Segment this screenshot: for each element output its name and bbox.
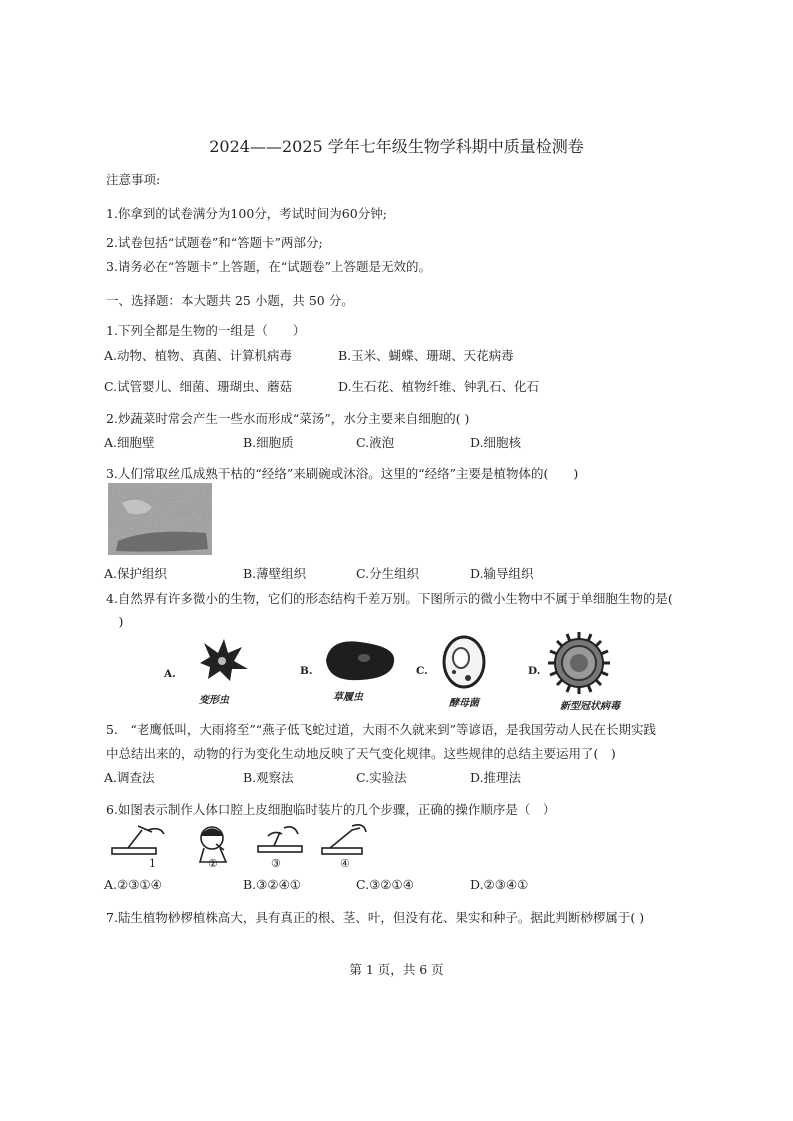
question-stem: 1.下列全都是生物的一组是（ ）	[106, 323, 306, 338]
option-c: C.液泡	[356, 435, 395, 450]
option-d: D.②③④①	[470, 877, 529, 892]
notice-heading: 注意事项:	[106, 172, 161, 187]
option-a: A.②③①④	[104, 877, 162, 892]
step-label: 1	[149, 857, 156, 870]
loofah-image	[108, 483, 212, 555]
step-label: ③	[271, 857, 281, 870]
option-c: C.分生组织	[356, 566, 420, 581]
option-b: B.观察法	[243, 770, 294, 785]
question-stem-continued: )	[106, 614, 124, 629]
question-stem-continued: 中总结出来的，动物的行为变化生动地反映了天气变化规律。这些规律的总结主要运用了( )	[106, 746, 616, 761]
figure-label-a: A.	[164, 668, 176, 680]
amoeba-image	[190, 635, 252, 683]
page-footer: 第 1 页，共 6 页	[349, 962, 444, 977]
option-d: D.生石花、植物纤维、钟乳石、化石	[338, 379, 540, 394]
option-c: C.试管婴儿、细菌、珊瑚虫、蘑菇	[104, 379, 293, 394]
question-stem: 3.人们常取丝瓜成熟干枯的“经络”来刷碗或沐浴。这里的“经络”主要是植物体的( )	[106, 466, 579, 481]
paramecium-image	[320, 634, 400, 686]
section-heading: 一、选择题：本大题共 25 小题，共 50 分。	[106, 293, 354, 308]
option-b: B.细胞质	[243, 435, 294, 450]
slide-steps-figure	[108, 822, 368, 870]
caption-coronavirus: 新型冠状病毒	[560, 701, 620, 712]
caption-yeast: 酵母菌	[449, 698, 479, 709]
option-b: B.玉米、蝴蝶、珊瑚、天花病毒	[338, 348, 514, 363]
caption-paramecium: 草履虫	[333, 692, 363, 703]
question-stem: 2.炒蔬菜时常会产生一些水而形成“菜汤”，水分主要来自细胞的( )	[106, 411, 470, 426]
step-label: ④	[340, 857, 350, 870]
notice-item: 1.你拿到的试卷满分为100分，考试时间为60分钟;	[106, 206, 387, 221]
option-d: D.输导组织	[470, 566, 534, 581]
figure-label-d: D.	[528, 665, 541, 677]
page-title: 2024——2025 学年七年级生物学科期中质量检测卷	[209, 137, 584, 156]
option-a: A.保护组织	[104, 566, 168, 581]
option-d: D.细胞核	[470, 435, 522, 450]
yeast-image	[440, 634, 490, 692]
option-a: A.动物、植物、真菌、计算机病毒	[104, 348, 293, 363]
option-d: D.推理法	[470, 770, 522, 785]
caption-amoeba: 变形虫	[199, 695, 229, 706]
option-c: C.③②①④	[356, 877, 414, 892]
question-stem: 5. “老鹰低叫，大雨将至”“燕子低飞蛇过道，大雨不久就来到”等谚语，是我国劳动人民在长期实践	[106, 722, 656, 737]
option-b: B.薄壁组织	[243, 566, 307, 581]
option-c: C.实验法	[356, 770, 407, 785]
step-label: ②	[208, 857, 218, 870]
notice-item: 2.试卷包括“试题卷”和“答题卡”两部分;	[106, 235, 323, 250]
figure-label-b: B.	[300, 665, 313, 677]
figure-label-c: C.	[416, 665, 428, 677]
notice-item: 3.请务必在“答题卡”上答题，在“试题卷”上答题是无效的。	[106, 259, 431, 274]
option-a: A.细胞壁	[104, 435, 155, 450]
question-stem: 7.陆生植物桫椤植株高大，具有真正的根、茎、叶，但没有花、果实和种子。据此判断桫椤属于( )	[106, 910, 645, 925]
question-stem: 6.如图表示制作人体口腔上皮细胞临时装片的几个步骤，正确的操作顺序是（ ）	[106, 802, 556, 817]
coronavirus-image	[546, 630, 612, 696]
option-a: A.调查法	[104, 770, 155, 785]
option-b: B.③②④①	[243, 877, 301, 892]
question-stem: 4.自然界有许多微小的生物，它们的形态结构千差万别。下图所示的微小生物中不属于单细胞生物的是(	[106, 591, 673, 606]
